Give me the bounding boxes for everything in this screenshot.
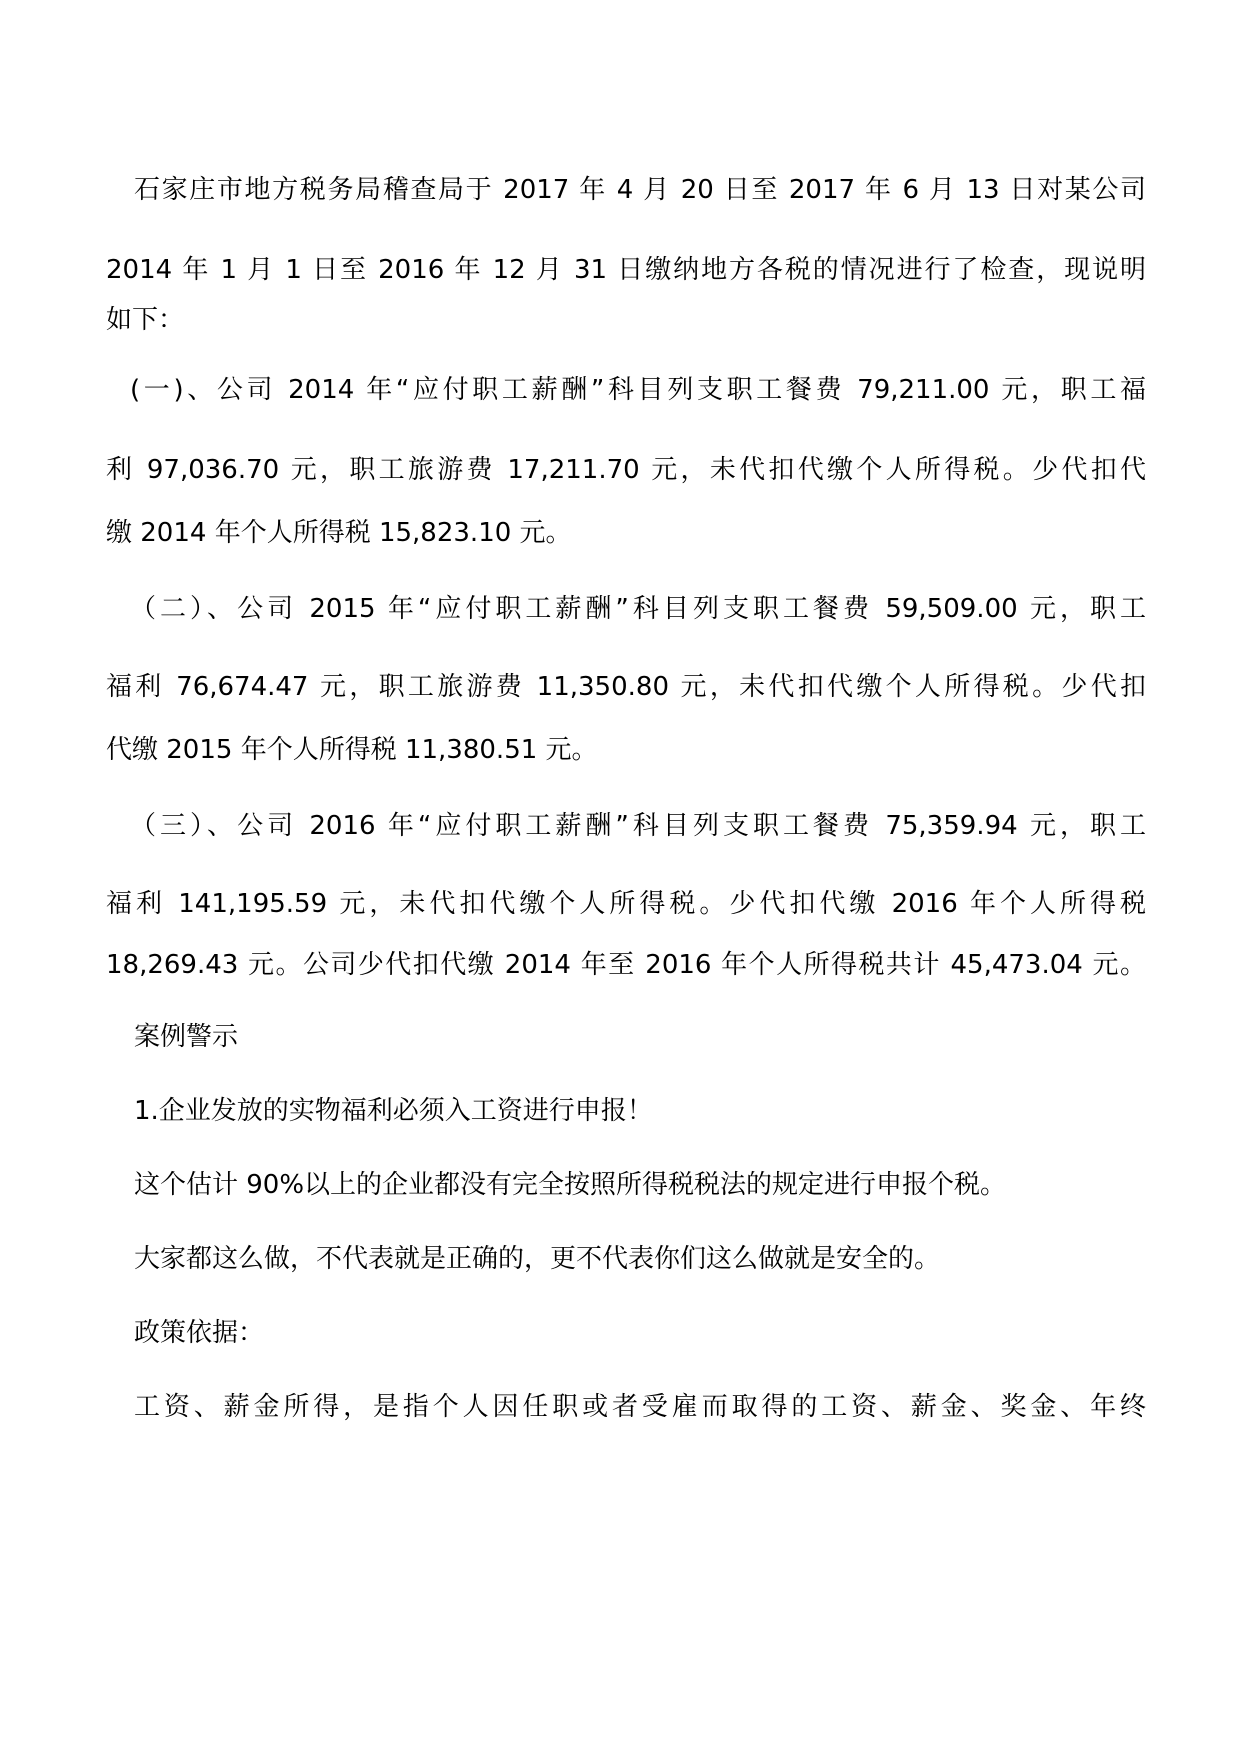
paragraph-1-line-2: 2014 年 1 月 1 日至 2016 年 12 月 31 日缴纳地方各税的情况进行了检查，现说明 — [106, 255, 1146, 285]
policy-text: 工资、薪金所得，是指个人因任职或者受雇而取得的工资、薪金、奖金、年终 — [134, 1392, 1146, 1422]
point-1: 1.企业发放的实物福利必须入工资进行申报！ — [134, 1096, 653, 1126]
paragraph-1-line-3: 如下： — [106, 305, 185, 335]
statement-2: 大家都这么做，不代表就是正确的，更不代表你们这么做就是安全的。 — [134, 1244, 941, 1274]
heading-policy-basis: 政策依据： — [134, 1318, 265, 1348]
statement-1: 这个估计 90%以上的企业都没有完全按照所得税税法的规定进行申报个税。 — [134, 1170, 1007, 1200]
paragraph-3-line-3: 代缴 2015 年个人所得税 11,380.51 元。 — [106, 735, 598, 765]
paragraph-2-line-1: (一)、公司 2014 年“应付职工薪酬”科目列支职工餐费 79,211.00 元，职工福 — [130, 375, 1146, 405]
paragraph-2-line-3: 缴 2014 年个人所得税 15,823.10 元。 — [106, 518, 572, 548]
heading-case-warning: 案例警示 — [134, 1022, 239, 1052]
paragraph-2-line-2: 利 97,036.70 元，职工旅游费 17,211.70 元，未代扣代缴个人所得税。少代扣代 — [106, 455, 1146, 485]
paragraph-4-line-1: （三）、公司 2016 年“应付职工薪酬”科目列支职工餐费 75,359.94 元，职工 — [130, 811, 1146, 841]
paragraph-3-line-1: （二）、公司 2015 年“应付职工薪酬”科目列支职工餐费 59,509.00 元，职工 — [130, 594, 1146, 624]
paragraph-4-line-2: 福利 141,195.59 元，未代扣代缴个人所得税。少代扣代缴 2016 年个人所得税 — [106, 889, 1146, 919]
paragraph-3-line-2: 福利 76,674.47 元，职工旅游费 11,350.80 元，未代扣代缴个人所得税。少代扣 — [106, 672, 1146, 702]
paragraph-1-line-1: 石家庄市地方税务局稽查局于 2017 年 4 月 20 日至 2017 年 6 月 13 日对某公司 — [134, 175, 1146, 205]
paragraph-4-line-3: 18,269.43 元。公司少代扣代缴 2014 年至 2016 年个人所得税共计 45,473.04 元。 — [106, 950, 1146, 980]
